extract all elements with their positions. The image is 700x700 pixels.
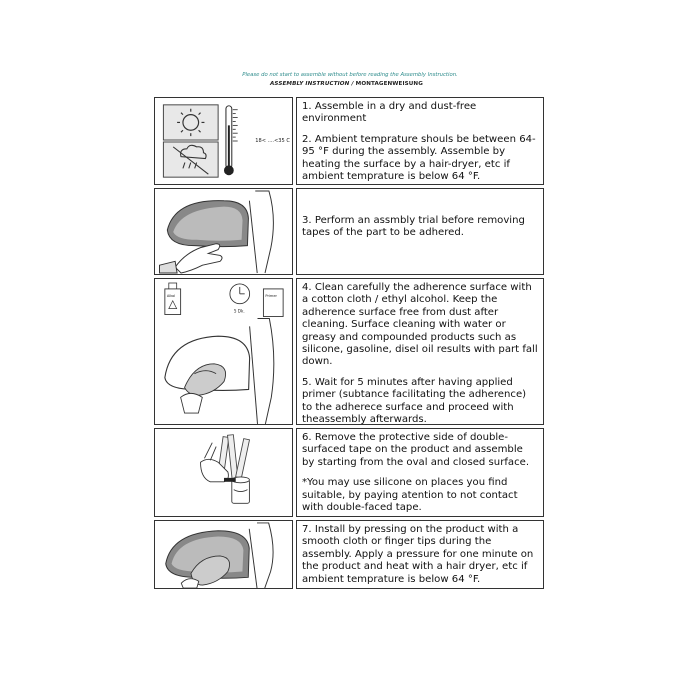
step-text-6 xyxy=(296,428,544,517)
temperature-range-label: 18< ....<35 C xyxy=(255,137,290,144)
step-text-3 xyxy=(296,188,544,275)
car-door-outline xyxy=(249,523,273,588)
car-door-outline xyxy=(249,191,273,273)
primer-label: Primer xyxy=(265,293,277,298)
car-door-outline xyxy=(250,318,274,423)
clock-icon xyxy=(230,284,250,304)
tape-backing xyxy=(224,478,236,482)
step-6: 6. Remove the protective side of double-surfaced tape on the product and assemble by starting from the oval and closed surface. xyxy=(302,432,530,468)
step-row-1 xyxy=(154,97,544,185)
alcohol-bottle-icon xyxy=(165,283,181,315)
rain-box xyxy=(163,142,218,177)
illustration-tape-removal xyxy=(154,428,293,517)
trial-fit-illustration xyxy=(155,189,292,274)
thermometer-icon xyxy=(224,106,238,175)
clock-label: 5 Dk. xyxy=(233,308,245,314)
pressing-illustration xyxy=(155,521,292,588)
step-text-4-5 xyxy=(296,278,544,425)
step-row-4 xyxy=(154,428,544,517)
illustration-pressing xyxy=(154,520,293,589)
step-row-3 xyxy=(154,278,544,425)
step-row-5 xyxy=(154,520,544,589)
hand-icon xyxy=(160,244,223,273)
tape-removal-illustration xyxy=(155,429,292,516)
alcohol-label: Alkol xyxy=(166,293,176,298)
step-4: 4. Clean carefully the adherence surface with a cotton cloth / ethyl alcohol. Keep the adherence surface free from dust after cleaning. Surface cleaning with water or greasy and compounded products such as silicone, gasoline, disel oil results with part fall down. xyxy=(302,282,538,368)
cleaning-illustration xyxy=(155,279,292,424)
step-7: 7. Install by pressing on the product with a smooth cloth or finger tips during the assembly. Apply a pressure for one minute on the product and heat with a hair dryer, etc if ambient temprature is below 64 °F. xyxy=(302,524,534,585)
illustration-environment xyxy=(154,97,293,185)
step-5: 5. Wait for 5 minutes after having applied primer (subtance facilitating the adherence) to the adherece surface and proceed with theassembly afterwards. xyxy=(302,376,527,426)
header-warning: Please do not start to assemble without before reading the Assembly Instruction. xyxy=(242,72,458,78)
title-german: MONTAGENWEISUNG xyxy=(355,81,423,87)
step-3: 3. Perform an assmbly trial before removing tapes of the part to be adhered. xyxy=(302,215,525,239)
step-row-2 xyxy=(154,188,544,275)
step-1: 1. Assemble in a dry and dust-free environment xyxy=(302,101,477,125)
step-6-note: *You may use silicone on places you find suitable, by paying atention to not contact with double-faced tape. xyxy=(302,477,518,514)
illustration-cleaning xyxy=(154,278,293,425)
environment-illustration xyxy=(155,98,292,184)
title-english: ASSEMBLY INSTRUCTION / xyxy=(270,81,356,87)
header-title xyxy=(270,81,423,87)
step-2: 2. Ambient temprature shouls be between 64-95 °F during the assembly. Assemble by heating the surface by a hair-dryer, etc if ambient temprature is below 64 °F. xyxy=(302,133,536,183)
step-text-1-2 xyxy=(296,97,544,185)
illustration-trial-fit xyxy=(154,188,293,275)
step-text-7 xyxy=(296,520,544,589)
